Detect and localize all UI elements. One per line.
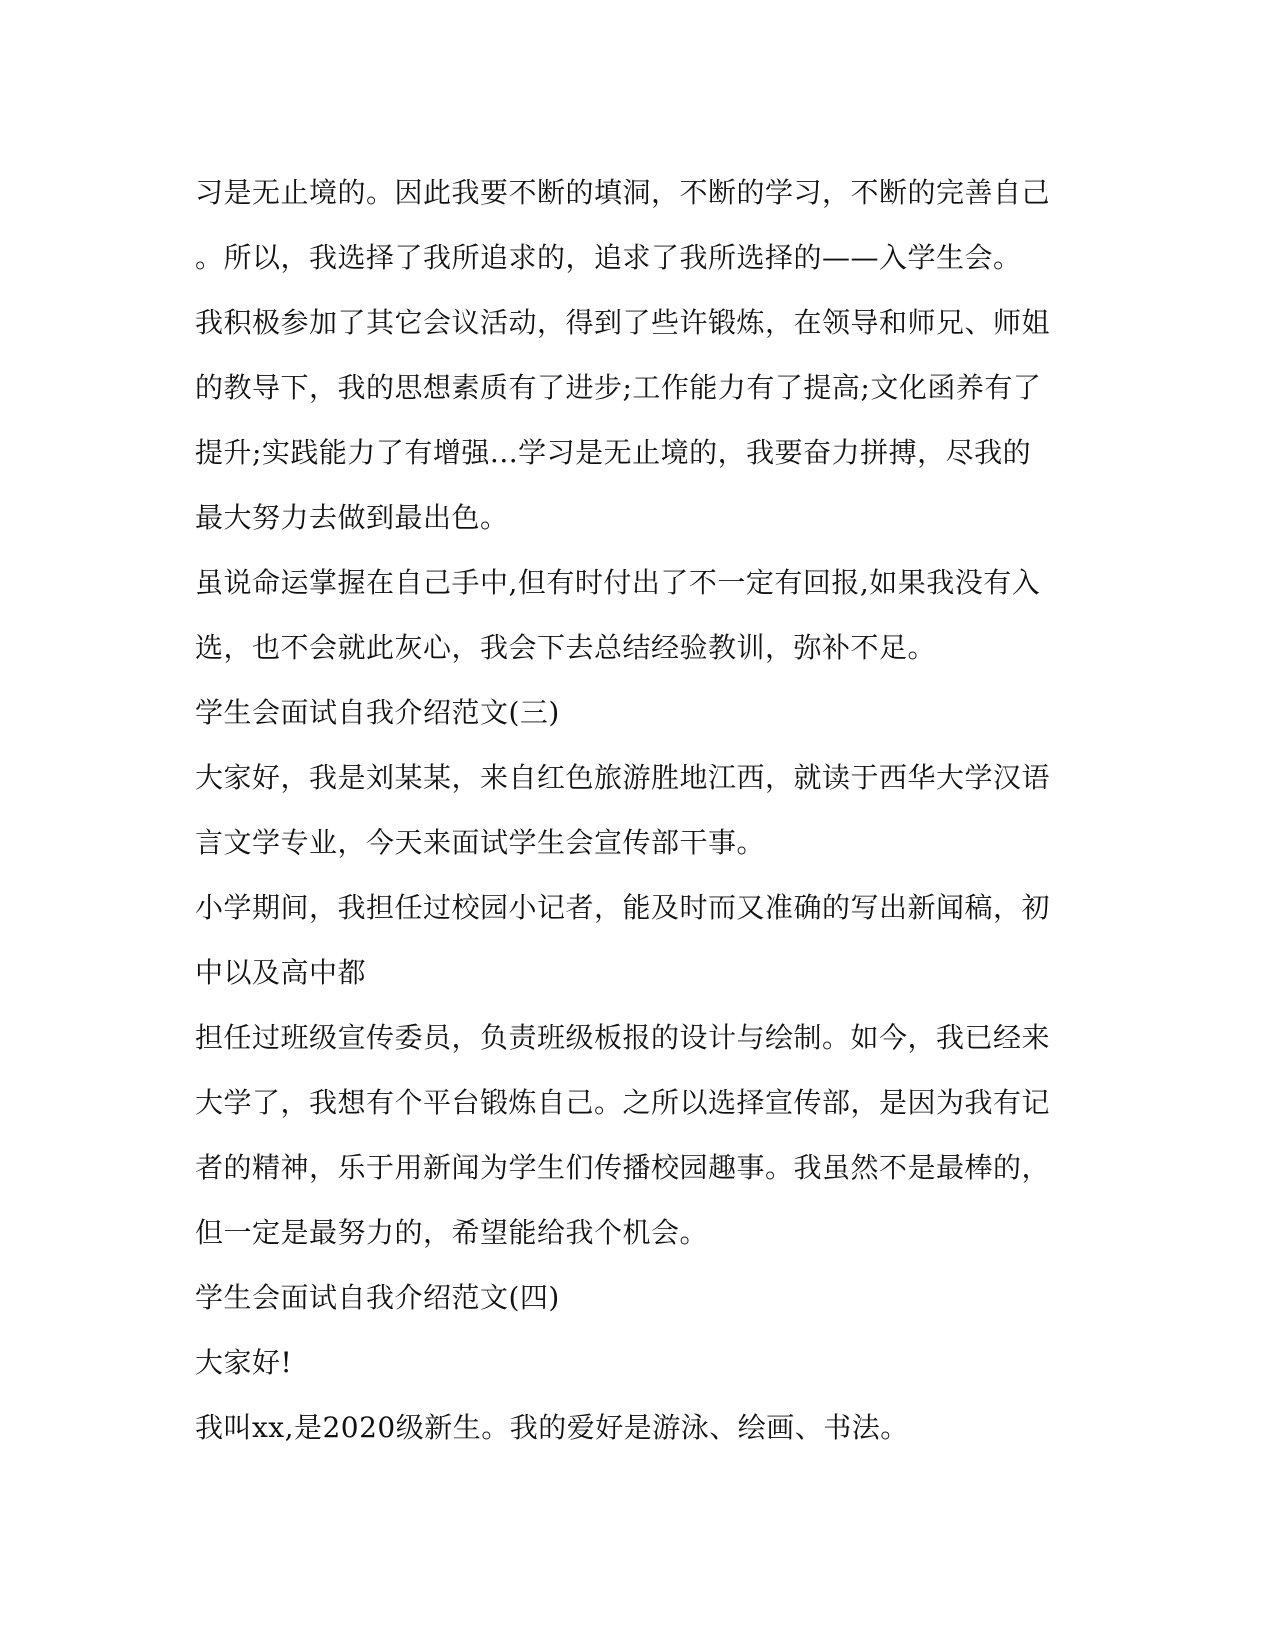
- text-line: 。所以，我选择了我所追求的，追求了我所选择的——入学生会。: [195, 241, 1022, 274]
- text-line: 小学期间，我担任过校园小记者，能及时而又准确的写出新闻稿，初: [195, 891, 1051, 924]
- text-line: 的教导下，我的思想素质有了进步;工作能力有了提高;文化函养有了: [195, 371, 1042, 404]
- text-line: 选，也不会就此灰心，我会下去总结经验教训，弥补不足。: [195, 631, 937, 664]
- text-line: 大家好，我是刘某某，来自红色旅游胜地江西，就读于西华大学汉语: [195, 761, 1051, 794]
- text-line: 大学了，我想有个平台锻炼自己。之所以选择宣传部，是因为我有记: [195, 1086, 1051, 1119]
- text-line: 大家好!: [195, 1346, 293, 1379]
- text-line: 言文学专业，今天来面试学生会宣传部干事。: [195, 826, 766, 859]
- text-line: 习是无止境的。因此我要不断的填洞，不断的学习，不断的完善自己: [195, 176, 1051, 209]
- section-heading: 学生会面试自我介绍范文(三): [195, 696, 560, 729]
- text-line: 者的精神，乐于用新闻为学生们传播校园趣事。我虽然不是最棒的，: [195, 1151, 1051, 1184]
- text-line: 我叫xx,是2020级新生。我的爱好是游泳、绘画、书法。: [195, 1411, 909, 1444]
- text-line: 提升;实践能力了有增强...学习是无止境的，我要奋力拼搏，尽我的: [195, 436, 1032, 469]
- text-line: 我积极参加了其它会议活动，得到了些许锻炼，在领导和师兄、师姐: [195, 306, 1051, 339]
- text-line: 虽说命运掌握在自己手中,但有时付出了不一定有回报,如果我没有入: [195, 566, 1041, 599]
- section-heading: 学生会面试自我介绍范文(四): [195, 1281, 560, 1314]
- text-line: 中以及高中都: [195, 956, 367, 989]
- text-line: 担任过班级宣传委员，负责班级板报的设计与绘制。如今，我已经来: [195, 1021, 1051, 1054]
- document-body: [195, 160, 1075, 1460]
- text-line: 最大努力去做到最出色。: [195, 501, 509, 534]
- text-line: 但一定是最努力的，希望能给我个机会。: [195, 1216, 709, 1249]
